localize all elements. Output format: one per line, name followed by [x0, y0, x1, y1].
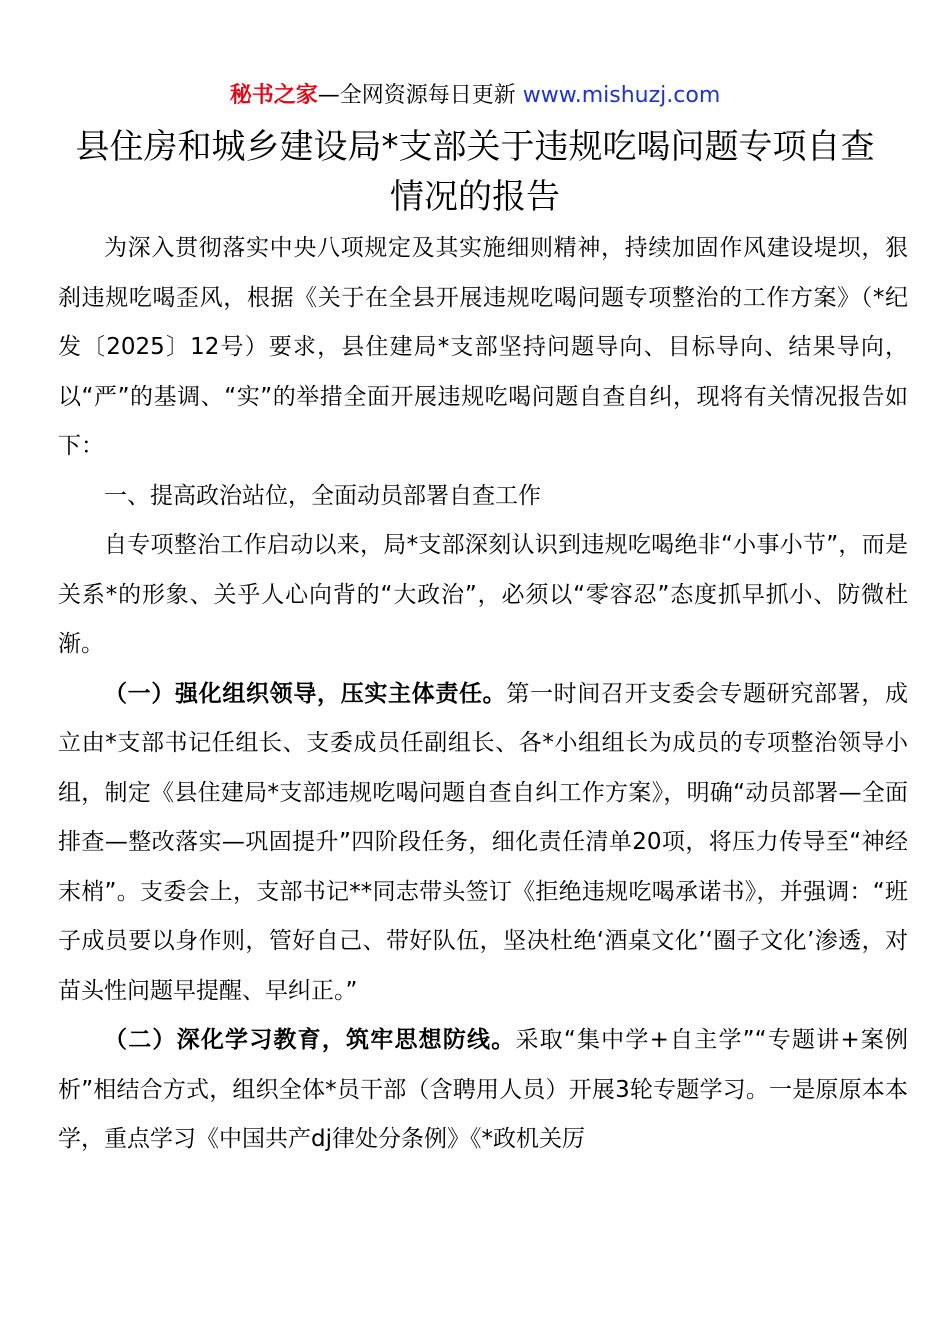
subsection-2-paragraph	[58, 1016, 908, 1165]
document-body	[58, 224, 908, 1165]
document-title	[40, 122, 910, 222]
subsection-1-paragraph	[58, 670, 908, 1017]
section-1-paragraph: 自专项整治工作启动以来，局*支部深刻认识到违规吃喝绝非“小事小节”，而是关系*的形象、关乎人心向背的“大政治”，必须以“零容忍”态度抓早抓小、防微杜渐。	[58, 532, 908, 657]
subsection-2-heading: （二）深化学习教育，筑牢思想防线。	[104, 1027, 516, 1053]
subsection-2-text: 采取“集中学+自主学”“专题讲+案例析”相结合方式，组织全体*员干部（含聘用人员）开展3轮专题学习。一是原原本本学，重点学习《中国共产dj律处分条例》《*政机关厉	[58, 1027, 908, 1152]
title-line-1: 县住房和城乡建设局*支部关于违规吃喝问题专项自查	[75, 127, 875, 167]
section-heading-1: 一、提高政治站位，全面动员部署自查工作	[104, 482, 541, 509]
site-url[interactable]: www.mishuzj.com	[522, 83, 721, 108]
header-slogan: —全网资源每日更新	[317, 83, 516, 108]
title-line-2: 情况的报告	[390, 177, 560, 217]
subsection-1-text: 第一时间召开支委会专题研究部署，成立由*支部书记任组长、支委成员任副组长、各*小组组长为成员的专项整治领导小组，制定《县住建局*支部违规吃喝问题自查自纠工作方案》，明确“动员部署—全面排查—整改落实—巩固提升”四阶段任务，细化责任清单20项，将压力传导至“神经末梢”。支委会上，支部书记**同志带头签订《拒绝违规吃喝承诺书》，并强调：“班子成员要以身作则，管好自己、带好队伍，坚决杜绝‘酒桌文化’‘圈子文化’渗透，对苗头性问题早提醒、早纠正。”	[58, 680, 909, 1004]
intro-paragraph: 为深入贯彻落实中央八项规定及其实施细则精神，持续加固作风建设堤坝，狠刹违规吃喝歪风，根据《关于在全县开展违规吃喝问题专项整治的工作方案》（*纪发〔2025〕12号）要求，县住建局*支部坚持问题导向、目标导向、结果导向，以“严”的基调、“实”的举措全面开展违规吃喝问题自查自纠，现将有关情况报告如下：	[58, 235, 908, 459]
subsection-1-heading: （一）强化组织领导，压实主体责任。	[104, 680, 507, 707]
brand-name: 秘书之家	[229, 83, 318, 108]
site-header	[0, 80, 950, 112]
